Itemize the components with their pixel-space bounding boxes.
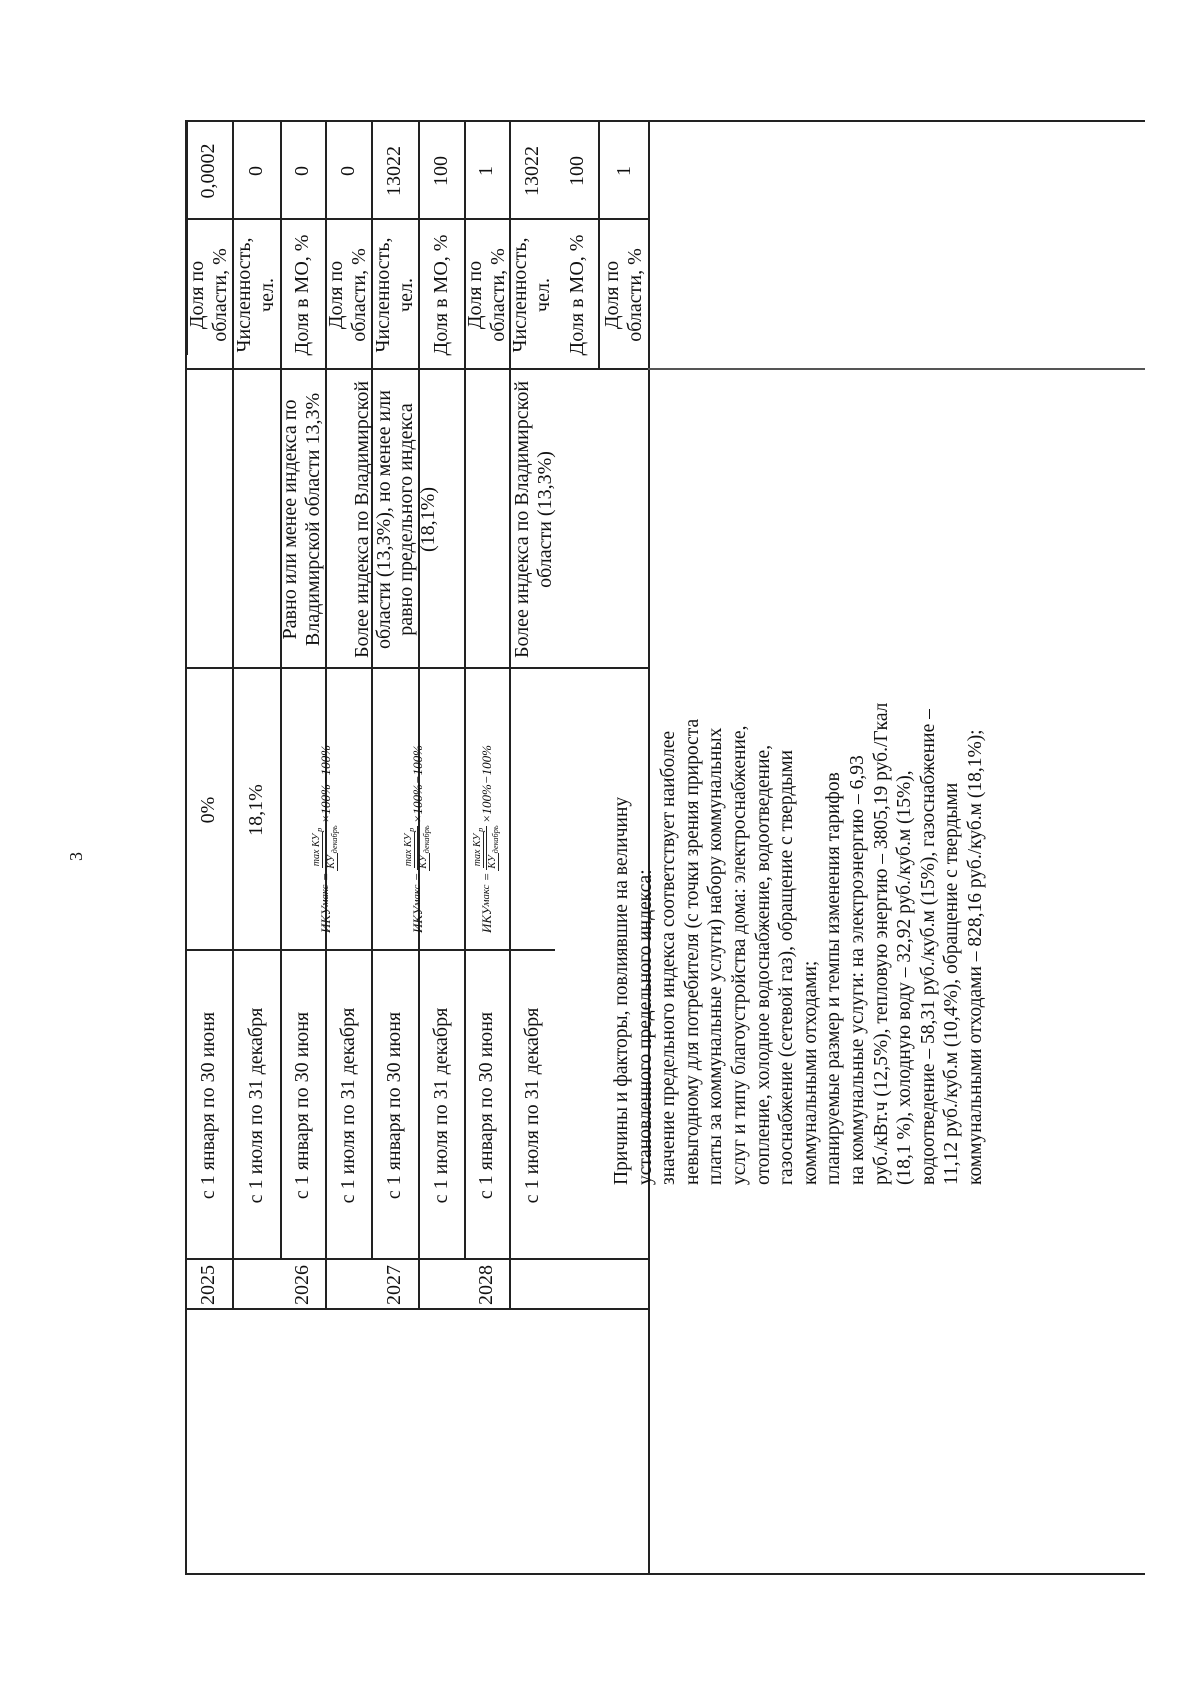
reason-line: установленного предельного индекса: xyxy=(634,869,656,1185)
item-label: Доля в МО, % xyxy=(429,234,452,356)
item-label: Доля по области, % xyxy=(601,248,646,342)
year-cell: 2028 xyxy=(475,1265,497,1305)
reason-line: (18,1 %), холодную воду – 32,92 руб./куб.м (15%), xyxy=(894,770,916,1185)
reason-line: газоснабжение (сетевой газ), обращение с твердыми xyxy=(776,749,798,1185)
reason-line: 11,12 руб./куб.м (10,4%), обращение с твердыми xyxy=(941,782,963,1185)
group-label: Равно или менее индекса по Владимирской области 13,3% xyxy=(279,392,324,647)
value-cell: 18,1% xyxy=(244,784,267,836)
item-value: 0,0002 xyxy=(197,143,219,199)
reason-line: коммунальными отходами; xyxy=(799,960,821,1185)
item-label: Доля в МО, % xyxy=(566,234,588,356)
item-label: Численность, чел. xyxy=(371,237,417,353)
item-label: Доля по области, % xyxy=(325,248,370,342)
value-cell: 0% xyxy=(197,796,219,824)
page-number: 3 xyxy=(66,852,86,861)
formula-cell: ИКУ макс = $\max КУ_р$ $КУ_{декабрь}$ ×100%−100% xyxy=(472,745,500,933)
reason-line: планируемые размер и темпы изменения тарифов xyxy=(823,772,845,1185)
period-cell: с 1 июля по 31 декабря xyxy=(336,1007,359,1204)
reason-line: водоотведение – 58,31 руб./куб.м (15%), газоснабжение – xyxy=(917,709,939,1185)
item-label: Доля в МО, % xyxy=(291,234,313,356)
period-cell: с 1 июля по 31 декабря xyxy=(244,1007,267,1204)
group-label: Более индекса по Владимирской области (13,3%), но менее или равно предельного индекса (18,1%) xyxy=(351,380,439,659)
item-value: 0 xyxy=(244,166,267,176)
reason-line: Причины и факторы, повлиявшие на величину xyxy=(611,796,632,1185)
item-label: Доля по области, % xyxy=(463,248,509,342)
reason-line: отопление, холодное водоснабжение, водоотведение, xyxy=(752,744,774,1185)
year-cell: 2025 xyxy=(197,1265,219,1305)
reason-line: невыгодному для потребителя (с точки зрения прироста xyxy=(681,718,703,1185)
item-value: 13022 xyxy=(520,146,543,196)
group-label: Более индекса по Владимирской области (13,3%) xyxy=(511,380,556,659)
reason-line: услуг и типу благоустройства дома: электроснабжение, xyxy=(728,725,750,1185)
item-value: 100 xyxy=(566,156,588,186)
reason-line: на коммунальные услуги: на электроэнергию – 6,93 xyxy=(846,755,868,1185)
reason-line: значение предельного индекса соответствует наиболее xyxy=(658,730,680,1185)
formula-cell: ИКУ макс = $\max КУ_р$ $КУ_{декабрь}$ ×100%−100% xyxy=(311,745,339,933)
period-cell: с 1 января по 30 июня xyxy=(197,1011,219,1200)
item-value: 0 xyxy=(291,166,313,176)
item-value: 100 xyxy=(429,156,452,186)
item-label: Доля по области, % xyxy=(185,248,231,342)
period-cell: с 1 января по 30 июня xyxy=(291,1011,313,1200)
period-cell: с 1 июля по 31 декабря xyxy=(520,1007,543,1204)
item-label: Численность, чел. xyxy=(233,237,278,353)
period-cell: с 1 января по 30 июня xyxy=(383,1011,405,1200)
year-cell: 2027 xyxy=(383,1265,405,1305)
formula-cell: ИКУ макс = $\max КУ_р$ $КУ_{декабрь}$ ×100%−100% xyxy=(403,745,431,933)
item-value: 13022 xyxy=(383,146,405,196)
reasons-lines xyxy=(610,702,988,1185)
item-value: 0 xyxy=(336,166,359,176)
reason-line: коммунальными отходами – 828,16 руб./куб.м (18,1%); xyxy=(964,729,986,1185)
reason-line: руб./кВт.ч (12,5%), тепловую энергию – 3805,19 руб./Гкал xyxy=(870,702,892,1185)
item-value: 1 xyxy=(612,166,635,176)
period-cell: с 1 января по 30 июня xyxy=(475,1011,497,1200)
item-value: 1 xyxy=(475,166,497,176)
period-cell: с 1 июля по 31 декабря xyxy=(429,1007,452,1204)
item-label: Численность, чел. xyxy=(509,237,554,353)
reason-line: платы за коммунальные услуги) набору коммунальных xyxy=(705,727,727,1185)
year-cell: 2026 xyxy=(291,1265,313,1305)
